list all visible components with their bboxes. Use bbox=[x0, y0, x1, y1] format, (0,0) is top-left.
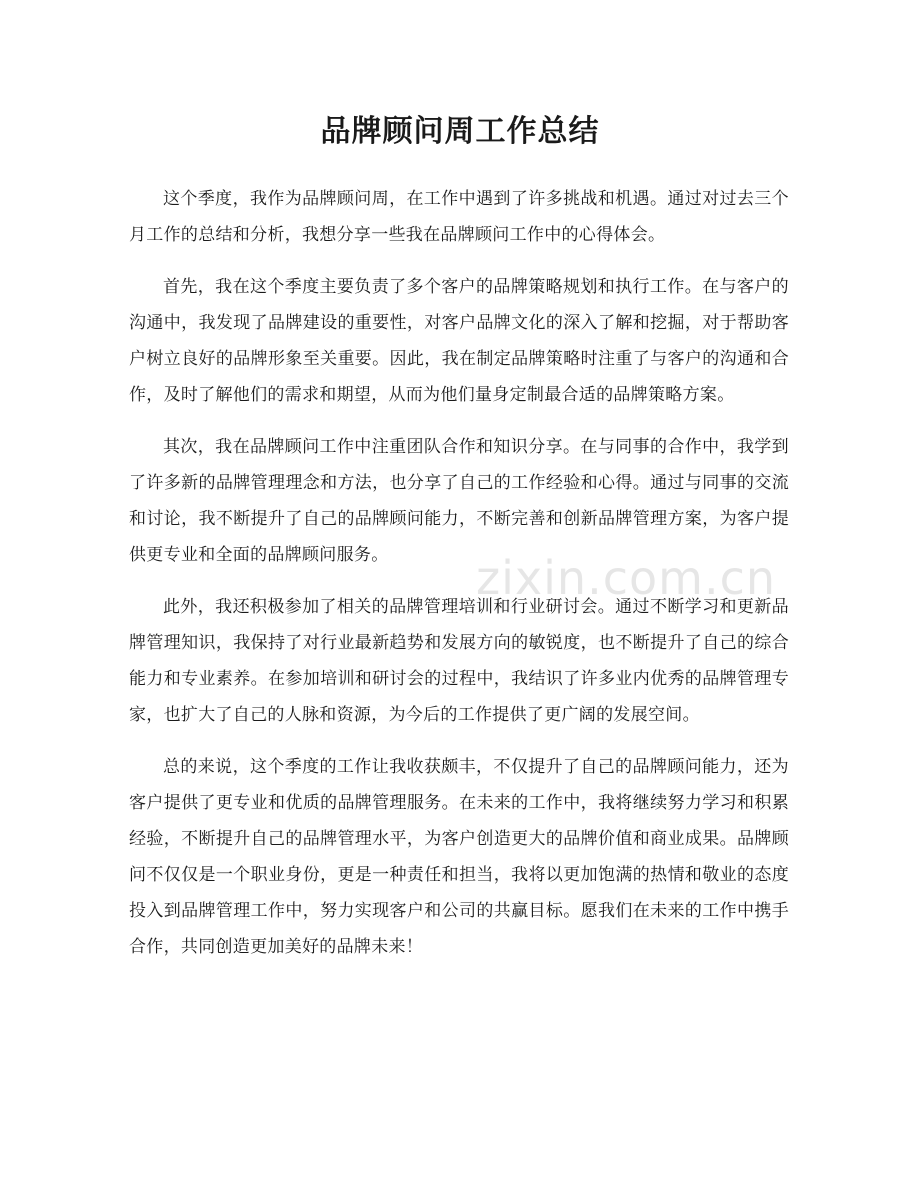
paragraph-3: 其次，我在品牌顾问工作中注重团队合作和知识分享。在与同事的合作中，我学到了许多新的品牌管理理念和方法，也分享了自己的工作经验和心得。通过与同事的交流和讨论，我不断提升了自己的品牌顾问能力，不断完善和创新品牌管理方案，为客户提供更专业和全面的品牌顾问服务。 bbox=[129, 437, 789, 565]
paragraph-4: 此外，我还积极参加了相关的品牌管理培训和行业研讨会。通过不断学习和更新品牌管理知识，我保持了对行业最新趋势和发展方向的敏锐度，也不断提升了自己的综合能力和专业素养。在参加培训和研讨会的过程中，我结识了许多业内优秀的品牌管理专家，也扩大了自己的人脉和资源，为今后的工作提供了更广阔的发展空间。 bbox=[129, 597, 789, 725]
document-title: 品牌顾问周工作总结 bbox=[320, 114, 600, 149]
paragraph-2: 首先，我在这个季度主要负责了多个客户的品牌策略规划和执行工作。在与客户的沟通中，我发现了品牌建设的重要性，对客户品牌文化的深入了解和挖掘，对于帮助客户树立良好的品牌形象至关重要。因此，我在制定品牌策略时注重了与客户的沟通和合作，及时了解他们的需求和期望，从而为他们量身定制最合适的品牌策略方案。 bbox=[129, 277, 789, 405]
watermark: zixin.com.cn bbox=[476, 551, 777, 605]
paragraph-1: 这个季度，我作为品牌顾问周，在工作中遇到了许多挑战和机遇。通过对过去三个月工作的总结和分析，我想分享一些我在品牌顾问工作中的心得体会。 bbox=[129, 189, 789, 245]
paragraph-5: 总的来说，这个季度的工作让我收获颇丰，不仅提升了自己的品牌顾问能力，还为客户提供了更专业和优质的品牌管理服务。在未来的工作中，我将继续努力学习和积累经验，不断提升自己的品牌管理水平，为客户创造更大的品牌价值和商业成果。品牌顾问不仅仅是一个职业身份，更是一种责任和担当，我将以更加饱满的热情和敬业的态度投入到品牌管理工作中，努力实现客户和公司的共赢目标。愿我们在未来的工作中携手合作，共同创造更加美好的品牌未来！ bbox=[129, 757, 789, 957]
document-body bbox=[129, 181, 789, 981]
